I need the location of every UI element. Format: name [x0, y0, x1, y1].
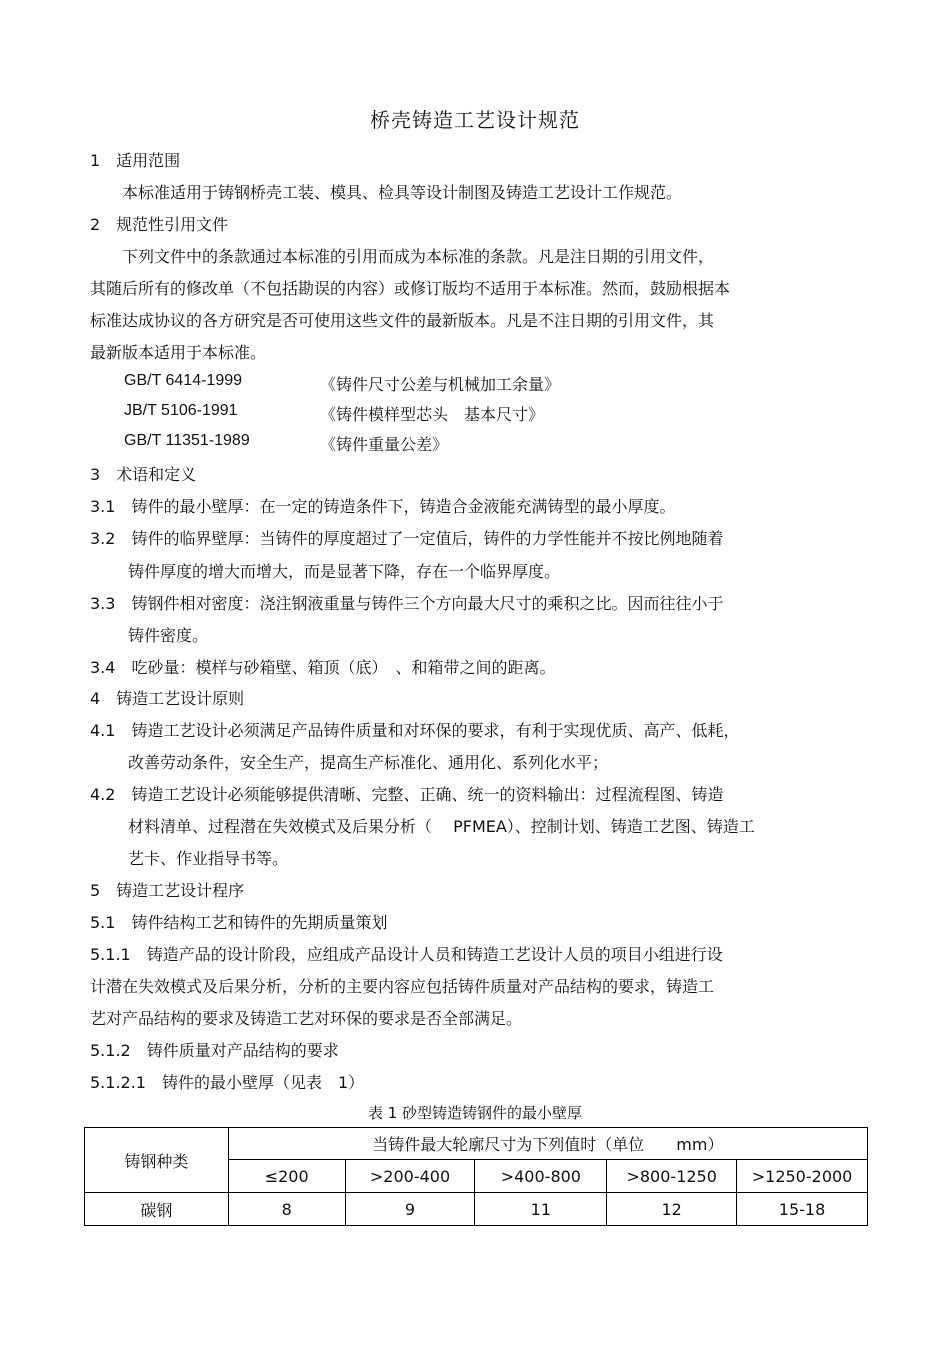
- column-header-cell: >200-400: [345, 1160, 475, 1193]
- table-row: [85, 1193, 868, 1226]
- clause-4-1-line-2: 改善劳动条件，安全生产，提高生产标准化、通用化、系列化水平；: [128, 753, 609, 772]
- clause-5-1: 5.1 铸件结构工艺和铸件的先期质量策划: [90, 913, 388, 932]
- column-header-cell: >400-800: [475, 1160, 607, 1193]
- table-cell: 11: [475, 1193, 607, 1226]
- clause-3-1: 3.1 铸件的最小壁厚：在一定的铸造条件下，铸造合金液能充满铸型的最小厚度。: [90, 497, 676, 516]
- reference-code: JB/T 5106-1991: [124, 402, 238, 419]
- section-1-text: 本标准适用于铸钢桥壳工装、模具、检具等设计制图及铸造工艺设计工作规范。: [122, 183, 683, 202]
- clause-4-2-line-2: 材料清单、过程潜在失效模式及后果分析（ PFMEA）、控制计划、铸造工艺图、铸造工: [128, 817, 755, 836]
- section-5-heading: 5 铸造工艺设计程序: [90, 881, 245, 900]
- table-caption: 表 1 砂型铸造铸钢件的最小壁厚: [367, 1104, 583, 1122]
- table-cell: 9: [345, 1193, 475, 1226]
- reference-name: 《铸件模样型芯头 基本尺寸》: [320, 405, 545, 424]
- clause-5-1-1-line-1: 5.1.1 铸造产品的设计阶段，应组成产品设计人员和铸造工艺设计人员的项目小组进行设: [90, 945, 723, 964]
- clause-4-1-line-1: 4.1 铸造工艺设计必须满足产品铸件质量和对环保的要求，有利于实现优质、高产、低耗，: [90, 721, 740, 740]
- clause-3-2-line-1: 3.2 铸件的临界壁厚：当铸件的厚度超过了一定值后，铸件的力学性能并不按比例地随着: [90, 529, 724, 548]
- clause-3-4: 3.4 吃砂量：模样与砂箱壁、箱顶（底） 、和箱带之间的距离。: [90, 658, 556, 677]
- section-2-heading: 2 规范性引用文件: [90, 215, 229, 234]
- clause-5-1-1-line-3: 艺对产品结构的要求及铸造工艺对环保的要求是否全部满足。: [90, 1009, 523, 1028]
- row-header-cell: 铸钢种类: [85, 1128, 229, 1193]
- section-3-heading: 3 术语和定义: [90, 465, 197, 484]
- section-2-text-line-2: 其随后所有的修改单（不包括勘误的内容）或修订版均不适用于本标准。然而，鼓励根据本: [90, 279, 731, 298]
- row-label-cell: 碳钢: [85, 1193, 229, 1226]
- clause-5-1-2-1: 5.1.2.1 铸件的最小壁厚（见表 1）: [90, 1073, 365, 1092]
- column-header-cell: ≤200: [228, 1160, 345, 1193]
- clause-5-1-1-line-2: 计潜在失效模式及后果分析，分析的主要内容应包括铸件质量对产品结构的要求，铸造工: [90, 977, 715, 996]
- section-2-text-line-3: 标准达成协议的各方研究是否可使用这些文件的最新版本。凡是不注日期的引用文件，其: [90, 311, 715, 330]
- reference-name: 《铸件尺寸公差与机械加工余量》: [320, 375, 561, 394]
- group-header-cell: 当铸件最大轮廓尺寸为下列值时（单位 mm）: [228, 1128, 867, 1160]
- document-title: 桥壳铸造工艺设计规范: [370, 108, 580, 132]
- table-cell: 12: [607, 1193, 737, 1226]
- section-2-text-line-4: 最新版本适用于本标准。: [90, 343, 267, 362]
- column-header-cell: >1250-2000: [737, 1160, 868, 1193]
- clause-3-3-line-2: 铸件密度。: [128, 626, 209, 645]
- clause-4-2-line-1: 4.2 铸造工艺设计必须能够提供清晰、完整、正确、统一的资料输出：过程流程图、铸造: [90, 785, 724, 804]
- clause-4-2-line-3: 艺卡、作业指导书等。: [128, 849, 289, 868]
- section-4-heading: 4 铸造工艺设计原则: [90, 689, 245, 708]
- column-header-cell: >800-1250: [607, 1160, 737, 1193]
- table-cell: 8: [228, 1193, 345, 1226]
- clause-3-3-line-1: 3.3 铸钢件相对密度：浇注钢液重量与铸件三个方向最大尺寸的乘积之比。因而往往小于: [90, 594, 724, 613]
- reference-code: GB/T 6414-1999: [124, 372, 243, 389]
- section-2-text-line-1: 下列文件中的条款通过本标准的引用而成为本标准的条款。凡是注日期的引用文件，: [122, 247, 715, 266]
- clause-3-2-line-2: 铸件厚度的增大而增大，而是显著下降，存在一个临界厚度。: [128, 562, 561, 581]
- clause-5-1-2: 5.1.2 铸件质量对产品结构的要求: [90, 1041, 339, 1060]
- reference-name: 《铸件重量公差》: [320, 435, 449, 454]
- table-cell: 15-18: [737, 1193, 868, 1226]
- min-wall-thickness-table: [84, 1127, 868, 1226]
- reference-code: GB/T 11351-1989: [124, 432, 250, 449]
- section-1-heading: 1 适用范围: [90, 151, 181, 170]
